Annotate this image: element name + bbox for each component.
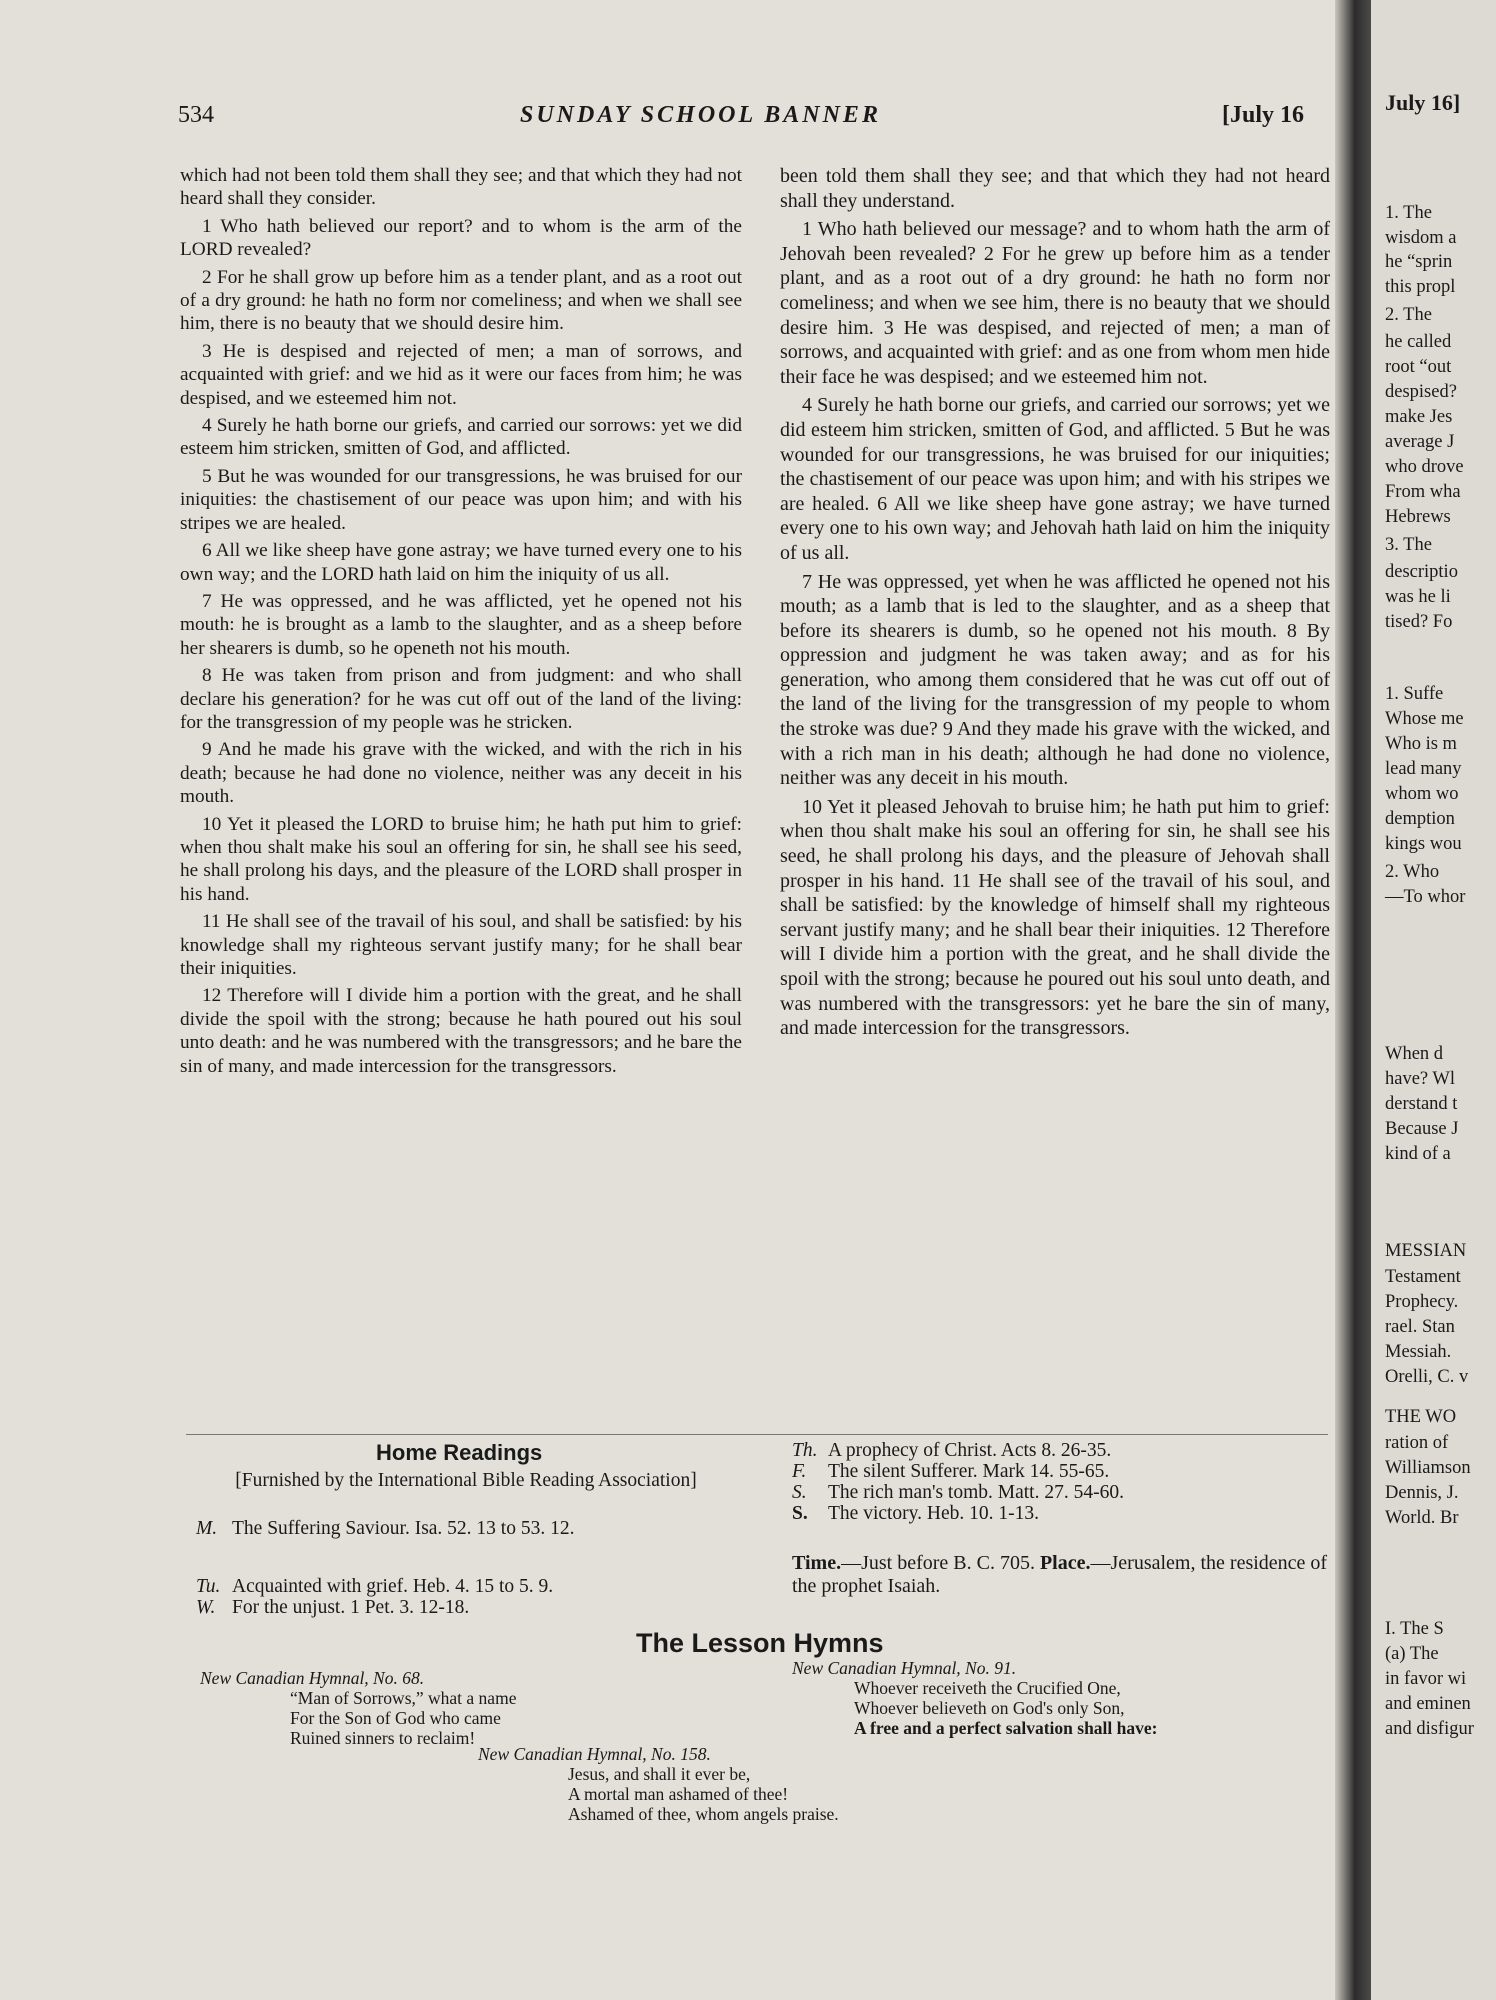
verse-paragraph: 3 He is despised and rejected of men; a man of sorrows, and acquainted with grief: and we hid as it were our faces from him; he was despised, and we esteemed him not. bbox=[180, 340, 742, 409]
facing-page-line: Because J bbox=[1385, 1119, 1459, 1139]
facing-page-line: Whose me bbox=[1385, 709, 1464, 729]
time-place-line bbox=[792, 1552, 1332, 1598]
hymn-line: Ashamed of thee, whom angels praise. bbox=[568, 1804, 839, 1824]
facing-page-line: average J bbox=[1385, 432, 1455, 452]
verse-paragraph: 11 He shall see of the travail of his soul, and shall be satisfied: by his knowledge shall my righteous servant justify many; for he shall bear their iniquities. bbox=[180, 911, 742, 979]
revised-version-column bbox=[780, 164, 1330, 1045]
lesson-hymns-title: The Lesson Hymns bbox=[636, 1628, 884, 1658]
facing-page-line: and disfigur bbox=[1385, 1719, 1474, 1739]
facing-page-line: descriptio bbox=[1385, 562, 1458, 582]
section-divider bbox=[186, 1434, 1328, 1435]
facing-page-line: Orelli, C. v bbox=[1385, 1367, 1469, 1387]
running-title: SUNDAY SCHOOL BANNER bbox=[520, 102, 881, 128]
reading-day: F. bbox=[792, 1461, 807, 1482]
facing-page-line: demption bbox=[1385, 809, 1455, 829]
reading-day: M. bbox=[196, 1518, 218, 1539]
reading-text: Acquainted with grief. Heb. 4. 15 to 5. 9. bbox=[232, 1576, 554, 1597]
reading-day: Tu. bbox=[196, 1576, 221, 1597]
hymn-line: A free and a perfect salvation shall have: bbox=[854, 1718, 1158, 1738]
verse-paragraph: 4 Surely he hath borne our griefs, and carried our sorrows: yet we did esteem him stricken, smitten of God, and afflicted. bbox=[180, 415, 742, 460]
hymn-line: Whoever believeth on God's only Son, bbox=[854, 1698, 1125, 1718]
facing-page-line: MESSIAN bbox=[1385, 1241, 1467, 1261]
home-readings-subtitle: [Furnished by the International Bible Reading Association] bbox=[235, 1470, 697, 1491]
facing-page-line: rael. Stan bbox=[1385, 1317, 1455, 1337]
hymn-line: A mortal man ashamed of thee! bbox=[568, 1784, 789, 1804]
verse-paragraph: 7 He was oppressed, yet when he was afflicted he opened not his mouth; as a lamb that is led to the slaughter, and as a sheep that before its shearers is dumb, so he opened not his mouth. 8 By oppression and judgment he was taken away; and as for his generation, who among them considered that he was cut off out of the land of the living for the transgression of my people to whom the stroke was due? 9 And they made his grave with the wicked, and with a rich man in his death; although he had done no violence, neither was any deceit in his mouth. bbox=[780, 570, 1330, 790]
verse-paragraph: 1 Who hath believed our report? and to whom is the arm of the LORD revealed? bbox=[180, 215, 742, 261]
reading-day: Th. bbox=[792, 1440, 818, 1461]
facing-page-line: this propl bbox=[1385, 277, 1456, 297]
reading-text: The rich man's tomb. Matt. 27. 54-60. bbox=[828, 1482, 1124, 1503]
verse-paragraph: which had not been told them shall they see; and that which they had not heard shall they consider. bbox=[180, 165, 742, 210]
facing-page-line: make Jes bbox=[1385, 407, 1453, 427]
reading-day: S. bbox=[792, 1482, 807, 1503]
authorized-version-column bbox=[180, 164, 742, 1082]
hymn-line: Jesus, and shall it ever be, bbox=[568, 1764, 751, 1784]
facing-page-line: Testament bbox=[1385, 1267, 1461, 1287]
hymn-source: New Canadian Hymnal, No. 91. bbox=[792, 1658, 1017, 1678]
facing-page-line: I. The S bbox=[1385, 1619, 1444, 1639]
verse-paragraph: 4 Surely he hath borne our griefs, and carried our sorrows; yet we did esteem him stricken, smitten of God, and afflicted. 5 But he was wounded for our transgressions, he was bruised for our iniquities; the chastisement of our peace was upon him; and with his stripes we are healed. 6 All we like sheep have gone astray; we have turned every one to his own way; and Jehovah hath laid on him the iniquity of us all. bbox=[780, 394, 1330, 564]
reading-item bbox=[792, 1482, 1332, 1504]
facing-page-line: 3. The bbox=[1385, 535, 1432, 555]
reading-text: The silent Sufferer. Mark 14. 55-65. bbox=[828, 1461, 1110, 1482]
hymn-line: For the Son of God who came bbox=[290, 1708, 501, 1728]
verse-paragraph: 8 He was taken from prison and from judgment: and who shall declare his generation? for he was cut off out of the land of the living: for the transgression of my people was he stricken. bbox=[180, 665, 742, 733]
hymn-block bbox=[478, 1744, 1038, 1824]
verse-paragraph: 9 And he made his grave with the wicked, and with the rich in his death; because he had done no violence, neither was any deceit in his mouth. bbox=[180, 739, 742, 808]
issue-date: [July 16 bbox=[1222, 102, 1305, 128]
facing-page-line: Williamson bbox=[1385, 1458, 1471, 1478]
facing-page-line: THE WO bbox=[1385, 1407, 1457, 1427]
facing-page-line: —To whor bbox=[1385, 887, 1466, 907]
hymn-line: Whoever receiveth the Crucified One, bbox=[854, 1678, 1121, 1698]
facing-page-line: and eminen bbox=[1385, 1694, 1471, 1714]
place-label: Place. bbox=[1039, 1552, 1091, 1574]
facing-page-line: in favor wi bbox=[1385, 1669, 1467, 1689]
facing-page bbox=[1371, 0, 1496, 2000]
facing-page-line: 2. Who bbox=[1385, 862, 1440, 882]
reading-text: A prophecy of Christ. Acts 8. 26-35. bbox=[828, 1440, 1112, 1461]
facing-page-line: was he li bbox=[1385, 587, 1451, 607]
facing-page-line: (a) The bbox=[1385, 1644, 1439, 1664]
facing-page-line: who drove bbox=[1385, 457, 1464, 477]
verse-paragraph: 10 Yet it pleased Jehovah to bruise him; he hath put him to grief: when thou shalt make his soul an offering for sin, he shall see his seed, he shall prolong his days, and the pleasure of Jehovah shall prosper in his hand. 11 He shall see of the travail of his soul, and shall be satisfied: by the knowledge of himself shall my righteous servant justify many; and he shall bear their iniquities. 12 Therefore will I divide him a portion with the great, and he shall divide the spoil with the strong; because he poured out his soul unto death, and was numbered with the transgressors: yet he bare the sin of many, and made intercession for the transgressors. bbox=[780, 795, 1330, 1040]
hymn-line: Ruined sinners to reclaim! bbox=[290, 1728, 476, 1748]
facing-page-line: have? Wl bbox=[1385, 1069, 1456, 1089]
facing-page-line: he “sprin bbox=[1385, 252, 1453, 272]
facing-page-line: kings wou bbox=[1385, 834, 1462, 854]
facing-page-line: 2. The bbox=[1385, 305, 1432, 325]
facing-page-line: 1. The bbox=[1385, 203, 1432, 223]
verse-paragraph: 7 He was oppressed, and he was afflicted, yet he opened not his mouth: he is brought as a lamb to the slaughter, and as a sheep before her shearers is dumb, so he openeth not his mouth. bbox=[180, 590, 742, 659]
reading-text: The Suffering Saviour. Isa. 52. 13 to 53. 12. bbox=[232, 1518, 575, 1539]
hymn-block bbox=[200, 1668, 740, 1748]
hymn-block bbox=[792, 1658, 1332, 1738]
facing-page-line: Messiah. bbox=[1385, 1342, 1452, 1362]
reading-item bbox=[196, 1576, 756, 1598]
verse-paragraph: 6 All we like sheep have gone astray; we have turned every one to his own way; and the LORD hath laid on him the iniquity of us all. bbox=[180, 540, 742, 585]
time-label: Time. bbox=[792, 1552, 842, 1574]
facing-page-header: July 16] bbox=[1385, 90, 1461, 115]
place-text: —Jerusalem, the residence of the prophet Isaiah. bbox=[792, 1552, 1328, 1597]
facing-page-line: kind of a bbox=[1385, 1144, 1451, 1164]
verse-paragraph: 2 For he shall grow up before him as a tender plant, and as a root out of a dry ground: he hath no form nor comeliness; and when we shall see him, there is no beauty that we should desire him. bbox=[180, 266, 742, 335]
facing-page-line: 1. Suffe bbox=[1385, 684, 1444, 704]
facing-page-line: despised? bbox=[1385, 382, 1457, 402]
facing-page-line: Prophecy. bbox=[1385, 1292, 1459, 1312]
facing-page-line: Dennis, J. bbox=[1385, 1483, 1459, 1503]
verse-paragraph: 12 Therefore will I divide him a portion with the great, and he shall divide the spoil with the strong; because he hath poured out his soul unto death: and he was numbered with the transgressors; and he bare the sin of many, and made intercession for the transgressors. bbox=[180, 985, 742, 1077]
facing-page-line: When d bbox=[1385, 1044, 1444, 1064]
facing-page-line: whom wo bbox=[1385, 784, 1459, 804]
page-number: 534 bbox=[178, 102, 214, 128]
facing-page-line: he called bbox=[1385, 332, 1452, 352]
facing-page-line: ration of bbox=[1385, 1433, 1449, 1453]
verse-paragraph: 1 Who hath believed our message? and to whom hath the arm of Jehovah been revealed? 2 For he grew up before him as a tender plant, and as a root out of a dry ground: he hath no form nor comeliness; and when we see him, there is no beauty that we should desire him. 3 He was despised, and rejected of men; a man of sorrows, and acquainted with grief: and as one from whom men hide their face he was despised; and we esteemed him not. bbox=[780, 218, 1330, 388]
verse-paragraph: 5 But he was wounded for our transgressions, he was bruised for our iniquities: the chastisement of our peace was upon him; and with his stripes we are healed. bbox=[180, 465, 742, 534]
book-gutter bbox=[1335, 0, 1371, 2000]
facing-page-line: derstand t bbox=[1385, 1094, 1458, 1114]
time-text: —Just before B. C. 705. bbox=[841, 1552, 1035, 1574]
facing-page-line: root “out bbox=[1385, 357, 1452, 377]
facing-page-line: Who is m bbox=[1385, 734, 1457, 754]
reading-text: The victory. Heb. 10. 1-13. bbox=[828, 1503, 1040, 1524]
verse-paragraph: been told them shall they see; and that which they had not heard shall they understand. bbox=[780, 165, 1330, 212]
hymn-source: New Canadian Hymnal, No. 158. bbox=[478, 1744, 711, 1764]
facing-page-line: World. Br bbox=[1385, 1508, 1459, 1528]
hymn-source: New Canadian Hymnal, No. 68. bbox=[200, 1668, 425, 1688]
reading-text: For the unjust. 1 Pet. 3. 12-18. bbox=[232, 1597, 470, 1618]
facing-page-line: lead many bbox=[1385, 759, 1462, 779]
reading-item bbox=[792, 1503, 1332, 1525]
reading-item bbox=[792, 1440, 1332, 1462]
reading-item bbox=[792, 1461, 1332, 1483]
verse-paragraph: 10 Yet it pleased the LORD to bruise him; he hath put him to grief: when thou shalt make his soul an offering for sin, he shall see his seed, he shall prolong his days, and the pleasure of the LORD shall prosper in his hand. bbox=[180, 813, 742, 905]
hymn-line: “Man of Sorrows,” what a name bbox=[290, 1688, 517, 1708]
reading-day: W. bbox=[196, 1597, 216, 1618]
facing-page-line: wisdom a bbox=[1385, 228, 1457, 248]
home-readings-title: Home Readings bbox=[376, 1440, 543, 1465]
facing-page-line: tised? Fo bbox=[1385, 612, 1453, 632]
reading-item bbox=[196, 1518, 756, 1540]
reading-item bbox=[196, 1597, 756, 1619]
facing-page-line: Hebrews bbox=[1385, 507, 1451, 527]
reading-day: S. bbox=[792, 1503, 808, 1524]
facing-page-line: From wha bbox=[1385, 482, 1461, 502]
